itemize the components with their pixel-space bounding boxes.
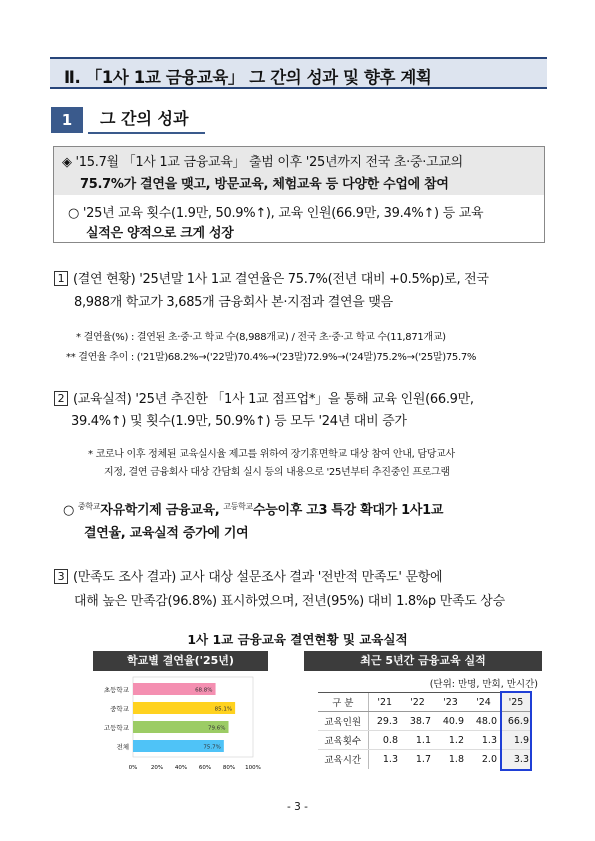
table-cell: 3.3 <box>500 750 532 769</box>
point-3-text-1: (만족도 조사 결과) 교사 대상 설문조사 결과 '전반적 만족도' 문항에 <box>73 570 443 585</box>
x-tick-label: 100% <box>245 765 261 771</box>
point-2-note-1: * 코로나 이후 정체된 교육실시율 제고를 위하여 장기휴면학교 대상 참여 안내, 담당교사 <box>88 449 455 460</box>
table-cell: 1.8 <box>448 753 464 765</box>
x-tick-label: 40% <box>174 765 188 771</box>
section-header <box>50 57 547 89</box>
table-cell: 2.0 <box>481 753 497 765</box>
summary-line-3: ○ '25년 교육 횟수(1.9만, 50.9%↑), 교육 인원(66.9만, 39.4%↑) 등 교육 <box>68 206 484 221</box>
bar-value-label: 79.6% <box>208 725 226 732</box>
summary-line-1: ◈ '15.7월 「1사 1교 금융교육」 출범 이후 '25년까지 전국 초·중·고교의 <box>62 155 463 170</box>
x-tick-label: 80% <box>222 765 236 771</box>
point-1-note-1: * 결연율(%) : 결연된 초·중·고 학교 수(8,988개교) / 전국 초·중·고 학교 수(11,871개교) <box>76 332 446 343</box>
x-tick-label: 20% <box>150 765 164 771</box>
table-unit: (단위: 만명, 만회, 만시간) <box>429 679 538 690</box>
table-row-label: 교육시간 <box>324 755 362 767</box>
summary-line-4: 실적은 양적으로 크게 성장 <box>86 226 234 241</box>
point-2-sub-mark: ○ <box>63 503 75 518</box>
table-title: 최근 5년간 금융교육 실적 <box>304 651 542 671</box>
table-cell: 1.2 <box>434 731 467 750</box>
point-3-line-1 <box>54 566 442 585</box>
table-cell: 1.1 <box>401 731 434 750</box>
table-cell: 1.7 <box>415 753 431 765</box>
summary-line-2: 75.7%가 결연을 맺고, 방문교육, 체험교육 등 다양한 수업에 참여 <box>80 177 449 192</box>
x-tick-label: 60% <box>198 765 212 771</box>
subsection-number: 1 <box>51 107 83 133</box>
point-2-line-2: 39.4%↑) 및 횟수(1.9만, 50.9%↑) 등 모두 '24년 대비 증가 <box>71 414 407 429</box>
point-2-sub-b: 수능이후 고3 특강 확대가 1사1교 <box>252 503 444 518</box>
chart-title: 학교별 결연율('25년) <box>93 651 268 671</box>
point-3-line-2: 대해 높은 만족감(96.8%) 표시하였으며, 전년(95%) 대비 1.8%p 만족도 상승 <box>74 594 505 609</box>
table-header-cell: '24 <box>467 693 500 712</box>
table-header-cell: 구 분 <box>318 693 368 712</box>
point-1-line-2: 8,988개 학교가 3,685개 금융회사 본·지점과 결연을 맺음 <box>74 295 393 310</box>
category-label: 전체 <box>116 743 129 751</box>
point-2-number: 2 <box>54 391 68 406</box>
point-1-number: 1 <box>54 271 68 286</box>
table-cell: 1.3 <box>467 731 500 750</box>
category-label: 초등학교 <box>103 686 129 694</box>
summary-box <box>53 146 545 243</box>
bar-value-label: 75.7% <box>203 744 221 751</box>
table-cell: 66.9 <box>500 712 532 731</box>
highlight-frame <box>500 691 532 771</box>
category-label: 고등학교 <box>103 724 129 732</box>
x-tick-label: 0% <box>128 765 138 771</box>
table-header-cell: '25 <box>500 693 532 712</box>
table-header-cell: '22 <box>401 693 434 712</box>
table-cell: 1.3 <box>368 750 401 769</box>
point-2-note-2: 지정, 결연 금융회사 대상 간담회 실시 등의 내용으로 '25년부터 추진중인 프로그램 <box>104 467 450 478</box>
point-1-text-1: (결연 현황) '25년말 1사 1교 결연율은 75.7%(전년 대비 +0.5%p)로, 전국 <box>73 272 489 287</box>
table-cell: 29.3 <box>368 712 401 731</box>
point-2-sub-line-2: 결연율, 교육실적 증가에 기여 <box>84 526 249 541</box>
bar-value-label: 85.1% <box>214 706 233 713</box>
table-cell: 48.0 <box>467 712 500 731</box>
chart-panel <box>93 651 268 775</box>
point-2-sup-middle: 중학교 <box>77 502 101 511</box>
point-2-line-1 <box>54 388 474 407</box>
figure-caption: 1사 1교 금융교육 결연현황 및 교육실적 <box>187 632 408 647</box>
table-cell: 0.8 <box>368 731 401 750</box>
table-cell: 1.9 <box>500 731 532 750</box>
point-2-sub-a: 자유학기제 금융교육, <box>100 503 220 518</box>
point-3-number: 3 <box>54 569 68 584</box>
category-label: 중학교 <box>110 705 129 713</box>
table-row-label: 교육인원 <box>318 712 368 731</box>
table-cell: 40.9 <box>434 712 467 731</box>
table-row-label: 교육횟수 <box>318 731 368 750</box>
section-title: Ⅱ. 「1사 1교 금융교육」 그 간의 성과 및 향후 계획 <box>64 68 432 87</box>
point-1-note-2: ** 결연율 추이 : ('21말)68.2%→('22말)70.4%→('23말)72.9%→('24말)75.2%→('25말)75.7% <box>66 352 477 363</box>
table-header-cell: '23 <box>434 693 467 712</box>
point-2-text-1: (교육실적) '25년 추진한 「1사 1교 점프업*」을 통해 교육 인원(66.9만, <box>73 392 474 407</box>
table-panel <box>304 651 542 775</box>
table-cell: 38.7 <box>401 712 434 731</box>
point-2-sub-line-1 <box>63 499 443 518</box>
table-header-cell: '21 <box>368 693 401 712</box>
bar-chart <box>93 671 268 775</box>
point-1-line-1 <box>54 268 489 287</box>
subsection-title: 그 간의 성과 <box>88 104 205 134</box>
page-number: - 3 - <box>287 801 308 813</box>
point-2-sup-high: 고등학교 <box>223 502 253 511</box>
bar-value-label: 68.8% <box>195 687 213 694</box>
